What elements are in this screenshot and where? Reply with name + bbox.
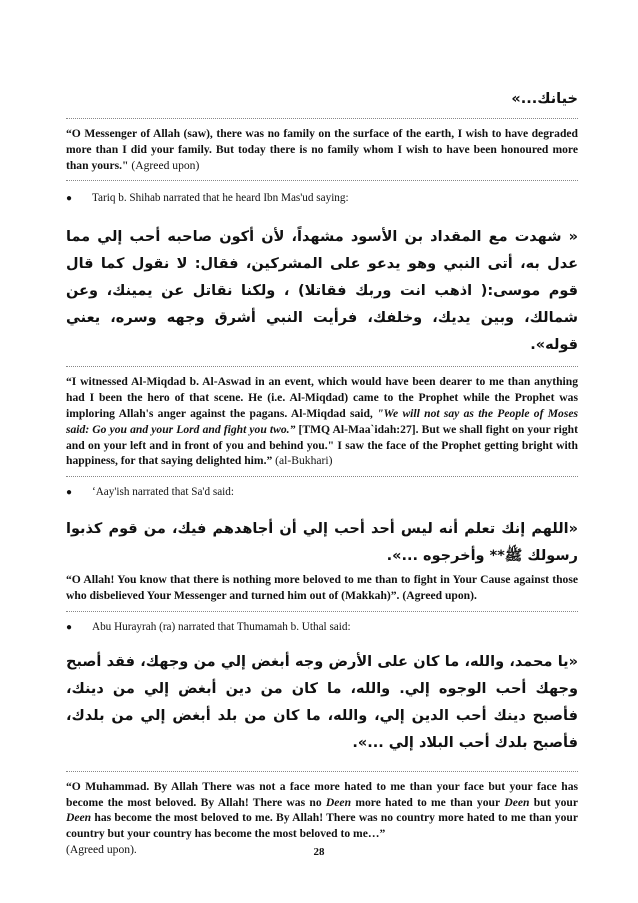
translation-text: “O Allah! You know that there is nothing more beloved to me than to fight in Your Cause against those who disbelieved Your Messenger and turned him out of (Makkah)”. (Agreed upon). xyxy=(66,573,578,602)
translation-text: more hated to me than your xyxy=(355,795,501,809)
page-content xyxy=(66,88,578,858)
translation-text: “O Muhammad. By Allah There was not a face more hated to me than your face but your face has become the most beloved. By Allah! There was no xyxy=(66,779,578,809)
deen-term: Deen xyxy=(325,795,352,809)
narration-intro: Abu Hurayrah (ra) narrated that Thumamah b. Uthal said: xyxy=(92,620,351,633)
translation-text: [TMQ Al-Maa`idah:27]. But we shall fight on your right and on your left and in front of you and behind you." I saw the face of the Prophet getting bright with happiness, for that saying delighted him.” xyxy=(66,422,578,468)
arabic-hadith-3: «يا محمد، والله، ما كان على الأرض وجه أبغض إلي من وجهك، فقد أصبح وجهك أحب الوجوه إلي. والله، ما كان من دين أبغض إلي من دينك، فأصبح دينك أحب الدين إلي، والله، ما كان من بلد أبغض إلي من بلدك، فأصبح بلدك أحب البلاد إلي ...». xyxy=(66,653,578,751)
arabic-text-continuation: خيانك...» xyxy=(511,91,578,107)
separator-rule xyxy=(66,476,578,477)
translation-text: but your xyxy=(533,795,579,809)
bullet-icon: ● xyxy=(66,487,73,499)
narration-bullet-1 xyxy=(66,191,578,206)
translation-text: “O Messenger of Allah (saw), there was no family on the surface of the earth, I wish to have degraded more than I did your family. But today there is no family whom I wish to have been honoured more than yours." xyxy=(66,127,578,172)
source-reference: (Agreed upon). xyxy=(66,842,137,856)
translation-paragraph-3 xyxy=(66,572,578,604)
translation-text: “I witnessed Al-Miqdad b. Al-Aswad in an event, which would have been dearer to me than anything had I been the hero of that scene. He (i.e. Al-Miqdad) came to the Prophet while the Prophet was imploring Allah's anger against the pagans. Al-Miqdad said, xyxy=(66,375,578,420)
source-reference: (al-Bukhari) xyxy=(275,454,333,468)
source-reference: (Agreed upon) xyxy=(131,158,200,172)
bullet-icon: ● xyxy=(66,193,73,205)
translation-paragraph-1 xyxy=(66,126,578,173)
narration-intro: Tariq b. Shihab narrated that he heard Ibn Mas'ud saying: xyxy=(92,192,349,205)
narration-intro: ‘Aay'ish narrated that Sa'd said: xyxy=(92,486,234,499)
separator-rule xyxy=(66,180,578,181)
arabic-hadith-2: «اللهم إنك تعلم أنه ليس أحد أحب إلي أن أجاهدهم فيك، من قوم كذبوا رسولك ﷺ** وأخرجوه ...». xyxy=(66,521,578,565)
separator-rule xyxy=(66,771,578,772)
translation-paragraph-2 xyxy=(66,374,578,469)
bullet-icon: ● xyxy=(66,621,73,633)
page-number: 28 xyxy=(313,846,325,858)
separator-rule xyxy=(66,366,578,367)
narration-bullet-2 xyxy=(66,485,578,500)
deen-term: Deen xyxy=(504,795,530,809)
separator-rule xyxy=(66,611,578,612)
quran-quote: "We will not say as the People of Moses said: Go you and your Lord and fight you two.” xyxy=(66,406,579,436)
deen-term: Deen xyxy=(66,811,92,825)
narration-bullet-3 xyxy=(66,620,578,635)
arabic-hadith-1: « شهدت مع المقداد بن الأسود مشهداً، لأن أكون صاحبه أحب إلي مما عدل به، أتى النبي وهو يدعو على المشركين، فقال: لا نقول كما قال قوم موسى:( اذهب انت وربك فقاتلا) ، ولكنا نقاتل عن يمينك، وعن شمالك، وبين يديك، وخلفك، فرأيت النبي أشرق وجهه وسره، يعني قوله». xyxy=(66,229,578,354)
translation-text: has become the most beloved to me. By Allah! There was no country more hated to me than your country but your country has become the most beloved to me…” xyxy=(66,811,578,841)
separator-rule xyxy=(66,118,578,119)
